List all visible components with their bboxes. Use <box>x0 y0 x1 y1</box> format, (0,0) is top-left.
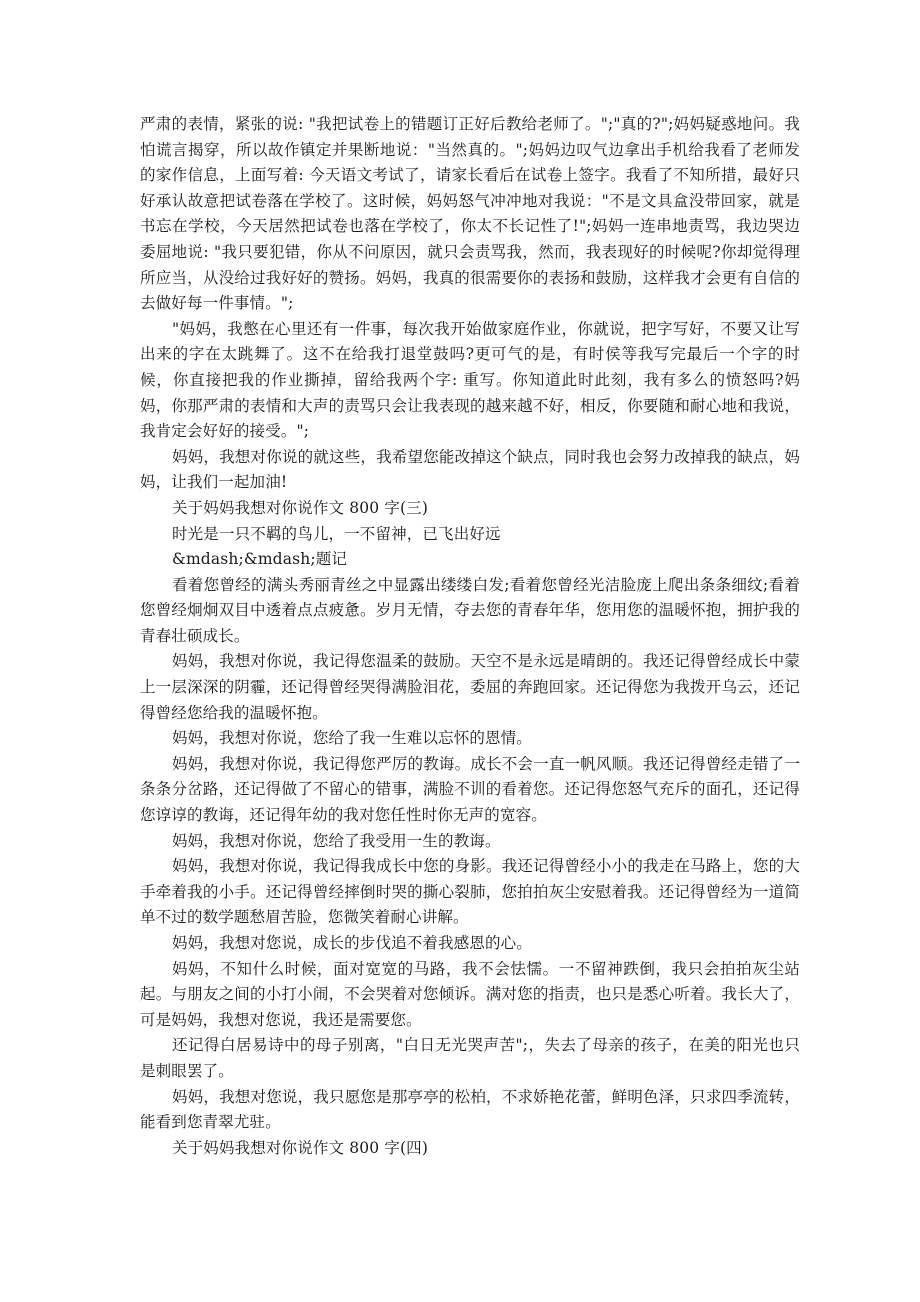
document-page <box>140 112 800 1161</box>
paragraph: 妈妈，我想对你说的就这些，我希望您能改掉这个缺点，同时我也会努力改掉我的缺点，妈妈，让我们一起加油! <box>140 447 800 492</box>
paragraph: 妈妈，我想对你说，我记得我成长中您的身影。我还记得曾经小小的我走在马路上，您的大手牵着我的小手。还记得曾经摔倒时哭的撕心裂肺，您拍拍灰尘安慰着我。还记得曾经为一道简单不过的数学题愁眉苦脸，您微笑着耐心讲解。 <box>140 857 800 927</box>
paragraph: 妈妈，我想对你说，我记得您严厉的教诲。成长不会一直一帆风顺。我还记得曾经走错了一条条分岔路，还记得做了不留心的错事，满脸不训的看着您。还记得您怒气充斥的面孔，还记得您谆谆的教诲，还记得年幼的我对您任性时你无声的宽容。 <box>140 754 800 825</box>
paragraph: "妈妈，我憋在心里还有一件事，每次我开始做家庭作业，你就说，把字写好，不要又让写出来的字在太跳舞了。这不在给我打退堂鼓吗?更可气的是，有时侯等我写完最后一个字的时候，你直接把我的作业撕掉，留给我两个字: 重写。你知道此时此刻，我有多么的愤怒吗?妈妈，你那严肃的表情和大声的责骂只会让我表现的越来越不好，相反，你要随和耐心地和我说，我肯定会好好的接受。"; <box>140 319 800 441</box>
section-heading: 关于妈妈我想对你说作文 800 字(四) <box>172 1138 429 1157</box>
paragraph: 妈妈，不知什么时候，面对宽宽的马路，我不会怯懦。一不留神跌倒，我只会拍拍灰尘站起。与朋友之间的小打小闹，不会哭着对您倾诉。满对您的指责，也只是悉心听着。我长大了，可是妈妈，我想对您说，我还是需要您。 <box>140 959 800 1029</box>
paragraph: 妈妈，我想对你说，我记得您温柔的鼓励。天空不是永远是晴朗的。我还记得曾经成长中蒙上一层深深的阴霾，还记得曾经哭得满脸泪花，委屈的奔跑回家。还记得您为我拨开乌云，还记得曾经您给我的温暖怀抱。 <box>140 652 800 722</box>
paragraph: 妈妈，我想对你说，您给了我受用一生的教诲。 <box>172 831 501 850</box>
paragraph: 严肃的表情，紧张的说: "我把试卷上的错题订正好后教给老师了。";"真的?";妈妈疑惑地问。我怕谎言揭穿，所以故作镇定并果断地说："当然真的。";妈妈边叹气边拿出手机给我看了老师发的家作信息，上面写着: 今天语文考试了，请家长看后在试卷上签字。我看了不知所措，最好只好承认故意把试卷落在学校了。这时候，妈妈怒气冲冲地对我说："不是文具盒没带回家，就是书忘在学校，今天居然把试卷也落在学校了，你太不长记性了!";妈妈一连串地责骂，我边哭边委屈地说: "我只要犯错，你从不问原因，就只会责骂我，然而，我表现好的时候呢?你却觉得理所应当，从没给过我好好的赞扬。妈妈，我真的很需要你的表扬和鼓励，这样我才会更有自信的去做好每一件事情。"; <box>140 115 800 313</box>
section-heading: 关于妈妈我想对你说作文 800 字(三) <box>172 498 429 517</box>
epigraph: 时光是一只不羁的鸟儿，一不留神，已飞出好远 <box>172 524 501 543</box>
paragraph: 还记得白居易诗中的母子别离，"白日无光哭声苦";，失去了母亲的孩子，在美的阳光也只是刺眼罢了。 <box>140 1036 800 1080</box>
paragraph: 看着您曾经的满头秀丽青丝之中显露出缕缕白发;看着您曾经光洁脸庞上爬出条条细纹;看着您曾经炯炯双目中透着点点疲惫。岁月无情，夺去您的青春年华，您用您的温暖怀抱，拥护我的青春壮硕成长。 <box>140 575 800 645</box>
paragraph: 妈妈，我想对您说，我只愿您是那亭亭的松柏，不求娇艳花蕾，鲜明色泽，只求四季流转，能看到您青翠尤驻。 <box>140 1087 800 1132</box>
paragraph: 妈妈，我想对您说，成长的步伐追不着我感恩的心。 <box>172 934 532 952</box>
epigraph-attribution: &mdash;&mdash;题记 <box>172 550 348 569</box>
paragraph: 妈妈，我想对你说，您给了我一生难以忘怀的恩情。 <box>172 729 532 748</box>
